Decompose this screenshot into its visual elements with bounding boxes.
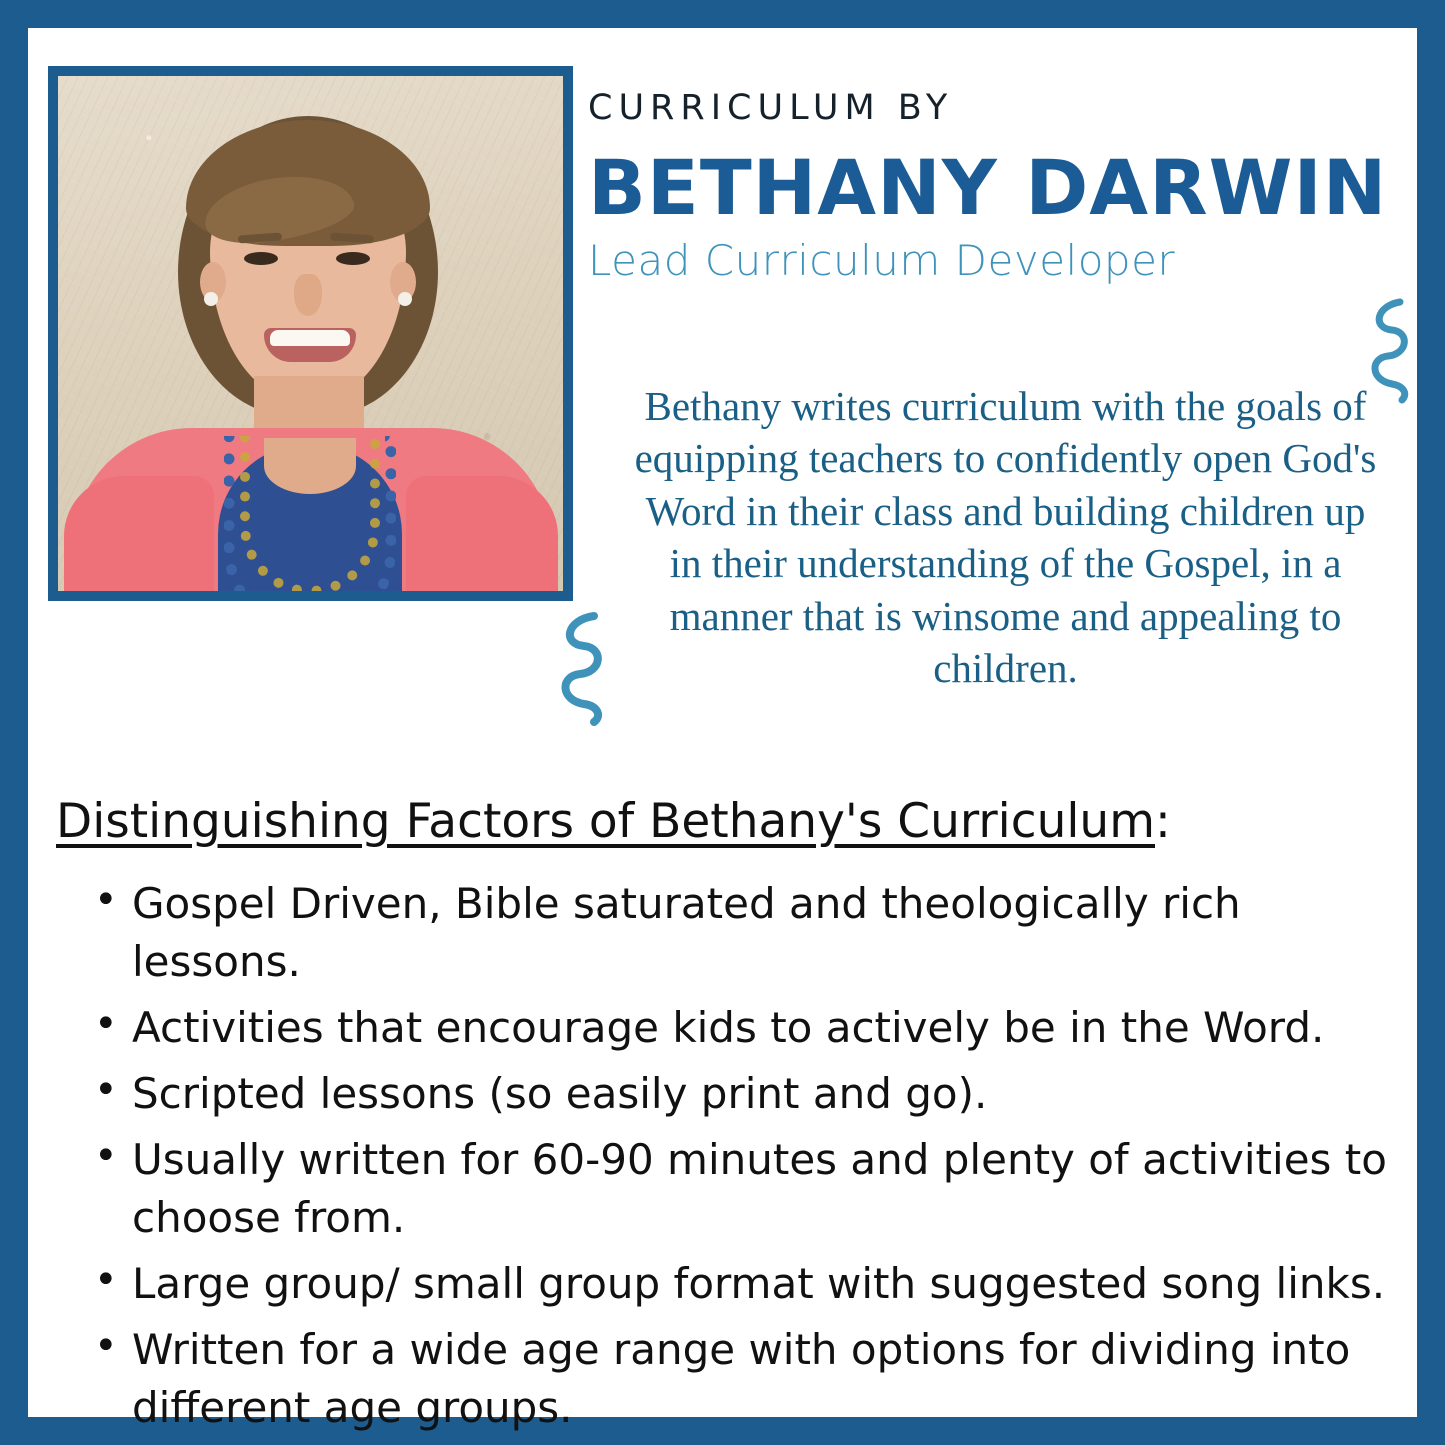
poster-inner-panel (28, 28, 1417, 1432)
features-section (28, 794, 1417, 1445)
eyebrow-label: CURRICULUM BY (588, 88, 954, 128)
list-item: • Usually written for 60-90 minutes and plenty of activities to choose from. (86, 1131, 1387, 1247)
list-item: • Scripted lessons (so easily print and go). (86, 1065, 1387, 1123)
portrait-frame (48, 66, 573, 601)
squiggle-decoration-right (1348, 296, 1418, 406)
role-subtitle: Lead Curriculum Developer (588, 236, 1176, 285)
page-title: BETHANY DARWIN (588, 143, 1388, 232)
necklace-inner (240, 436, 380, 591)
features-heading (56, 794, 1417, 849)
squiggle-decoration-left (536, 608, 616, 728)
person-illustration (58, 76, 563, 591)
nose-shape (294, 274, 322, 316)
features-heading-colon: : (1155, 794, 1171, 849)
header-text-block (588, 88, 1388, 285)
features-heading-underlined: Distinguishing Factors of Bethany's Curriculum (56, 794, 1155, 849)
list-item: • Large group/ small group format with suggested song links. (86, 1255, 1387, 1313)
sweater-left-panel (64, 476, 214, 591)
earring-left (204, 292, 218, 306)
bio-paragraph: Bethany writes curriculum with the goals of equipping teachers to confidently open God's Word in their class and building children up in their understanding of the Gospel, in a manner that is winsome and appealing to children. (634, 383, 1377, 692)
list-item: • Activities that encourage kids to actively be in the Word. (86, 999, 1387, 1057)
sweater-right-panel (406, 476, 558, 591)
portrait-photo (58, 76, 563, 591)
mouth-shape (264, 328, 356, 362)
list-item: • Written for a wide age range with options for dividing into different age groups. (86, 1321, 1387, 1437)
header-section (28, 28, 1417, 758)
teeth-shape (270, 330, 350, 346)
earring-right (398, 292, 412, 306)
eye-right (336, 252, 370, 265)
eye-left (244, 252, 278, 265)
features-list (28, 875, 1417, 1437)
list-item: • Gospel Driven, Bible saturated and theologically rich lessons. (86, 875, 1387, 991)
fringe-shape (186, 120, 430, 246)
